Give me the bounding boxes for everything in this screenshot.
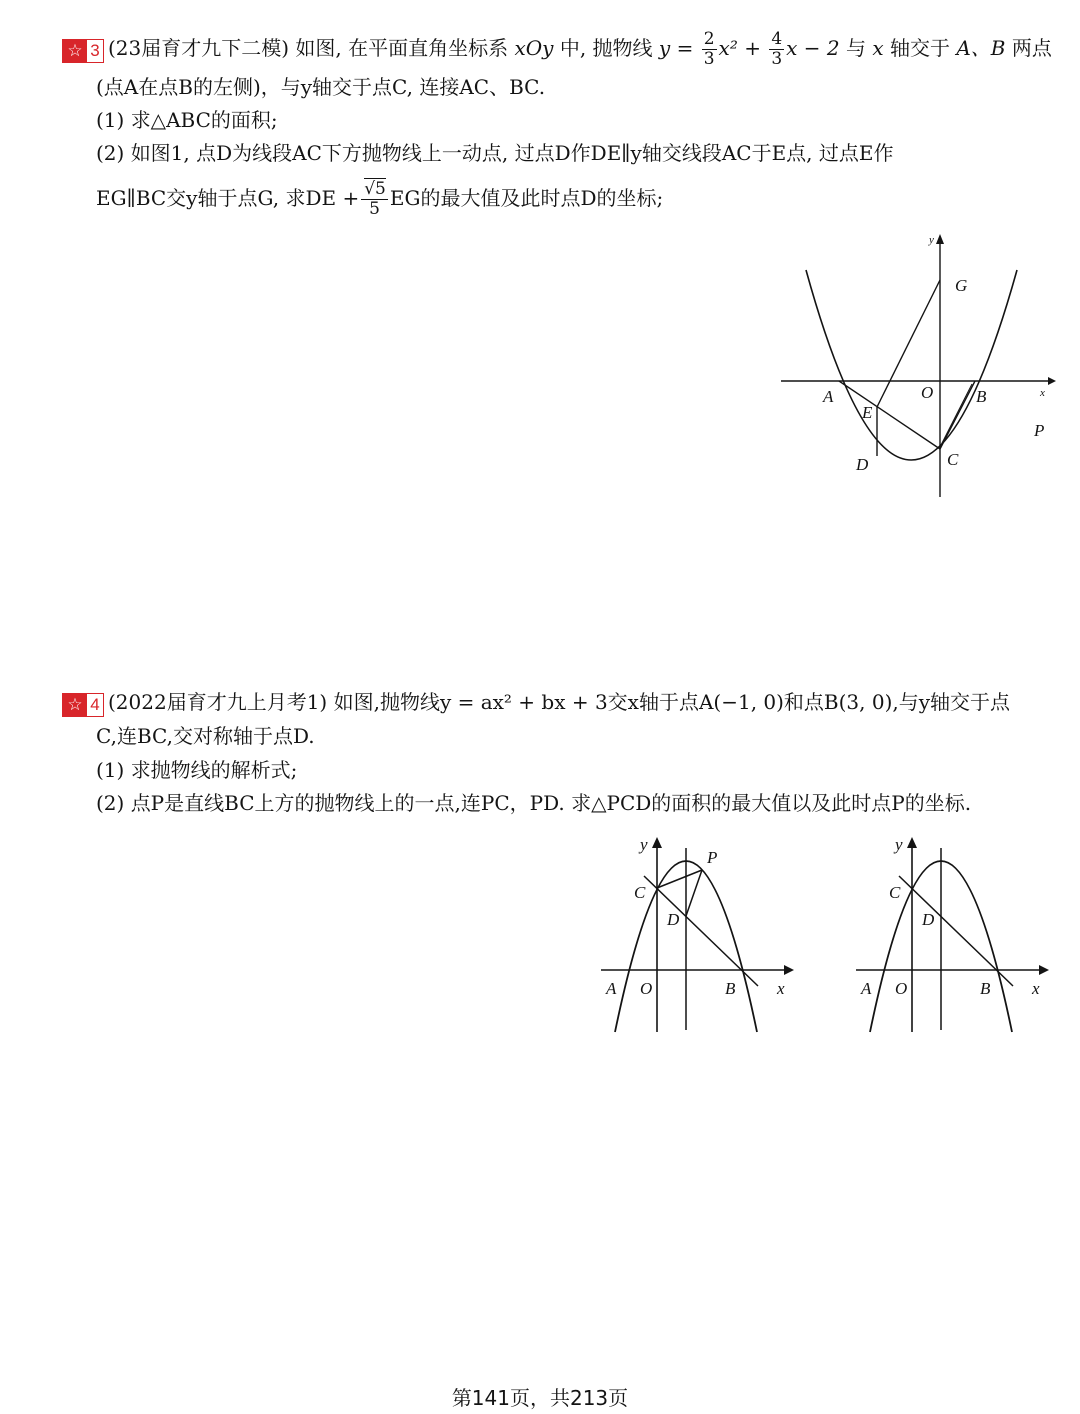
segment-BC	[940, 381, 975, 449]
y-axis-arrow	[907, 837, 917, 848]
label-D: D	[922, 910, 935, 929]
label-C: C	[889, 883, 901, 902]
problem-number: 4	[90, 694, 100, 714]
text: 两点	[1011, 36, 1052, 60]
label-C: C	[947, 450, 959, 469]
math-var: A、B	[956, 36, 1006, 60]
y-axis-arrow	[652, 837, 662, 848]
label-B: B	[980, 979, 991, 998]
y-axis-arrow	[936, 234, 944, 244]
problem-4-figure-2	[850, 825, 1060, 1035]
problem-4-line-2: C,连BC,交对称轴于点D.	[96, 724, 315, 748]
label-O: O	[640, 979, 653, 998]
star-icon: ☆	[63, 40, 87, 62]
label-P: P	[707, 848, 718, 867]
label-B: B	[725, 979, 736, 998]
label-B: B	[976, 387, 987, 406]
label-D: D	[667, 910, 680, 929]
label-O: O	[895, 979, 908, 998]
problem-4-question-2: (2) 点P是直线BC上方的抛物线上的一点,连PC，PD. 求△PCD的面积的最大值以及此时点P的坐标.	[96, 791, 972, 815]
fraction-denominator: 5	[369, 199, 380, 219]
label-x: x	[1032, 979, 1040, 998]
math-expr: x − 2	[786, 36, 840, 60]
label-G: G	[955, 276, 968, 295]
text: EG∥BC交y轴于点G, 求DE +	[96, 186, 360, 210]
label-C: C	[634, 883, 646, 902]
x-axis-arrow	[1048, 377, 1056, 385]
label-O: O	[921, 383, 934, 402]
label-x: x	[1040, 387, 1045, 399]
fraction	[702, 30, 717, 69]
math-var: y	[658, 36, 671, 60]
fraction-denominator: 3	[771, 49, 783, 69]
label-A: A	[606, 979, 617, 998]
label-A: A	[823, 387, 834, 406]
label-P: P	[1034, 421, 1045, 440]
problem-4-line-1	[62, 688, 1010, 716]
text: 中, 抛物线	[559, 36, 653, 60]
text: EG的最大值及此时点D的坐标;	[389, 186, 664, 210]
text: 与	[846, 36, 866, 60]
problem-3-question-2-cont	[96, 180, 663, 219]
fraction	[769, 30, 784, 69]
label-y: y	[895, 835, 903, 854]
problem-3-figure	[770, 228, 1060, 508]
page-footer: 第141页，共213页	[451, 1386, 629, 1410]
math-var: x²	[718, 36, 738, 60]
math-var: x	[872, 36, 884, 60]
text: (2022届育才九上月考1) 如图,抛物线y = ax² + bx + 3交x轴于点A(−1, 0)和点B(3, 0),与y轴交于点	[108, 690, 1011, 714]
problem-number: 3	[90, 40, 100, 60]
x-axis-arrow	[784, 965, 794, 975]
segment-BC-overlay	[940, 384, 972, 447]
fraction-denominator: 3	[703, 49, 715, 69]
fraction-numerator: 4	[771, 29, 783, 49]
problem-4-badge	[62, 693, 104, 717]
x-axis-arrow	[1039, 965, 1049, 975]
math-op: =	[670, 36, 700, 60]
problem-3-line-1	[62, 30, 1052, 69]
text: 轴交于	[890, 36, 950, 60]
problem-3-line-2: (点A在点B的左侧)，与y轴交于点C, 连接AC、BC.	[96, 75, 546, 99]
label-E: E	[862, 403, 873, 422]
problem-4-figure-1	[595, 825, 805, 1035]
math-var: xOy	[514, 36, 554, 60]
star-icon: ☆	[63, 694, 87, 716]
label-y: y	[929, 234, 934, 246]
math-op: +	[737, 36, 768, 60]
fraction	[361, 180, 388, 219]
label-y: y	[640, 835, 648, 854]
problem-3-badge	[62, 39, 104, 63]
text: (23届育才九下二模) 如图, 在平面直角坐标系	[108, 36, 509, 60]
sqrt-5: √5	[364, 179, 386, 199]
parabola	[806, 270, 1017, 460]
problem-3-question-2: (2) 如图1, 点D为线段AC下方抛物线上一动点, 过点D作DE∥y轴交线段AC于E点, 过点E作	[96, 141, 894, 165]
segment-PD	[686, 870, 702, 916]
problem-4-question-1: (1) 求抛物线的解析式;	[96, 758, 298, 782]
fraction-numerator	[361, 180, 388, 200]
problem-3-question-1: (1) 求△ABC的面积;	[96, 108, 278, 132]
label-x: x	[777, 979, 785, 998]
fraction-numerator: 2	[703, 29, 715, 49]
label-A: A	[861, 979, 872, 998]
label-D: D	[856, 455, 869, 474]
